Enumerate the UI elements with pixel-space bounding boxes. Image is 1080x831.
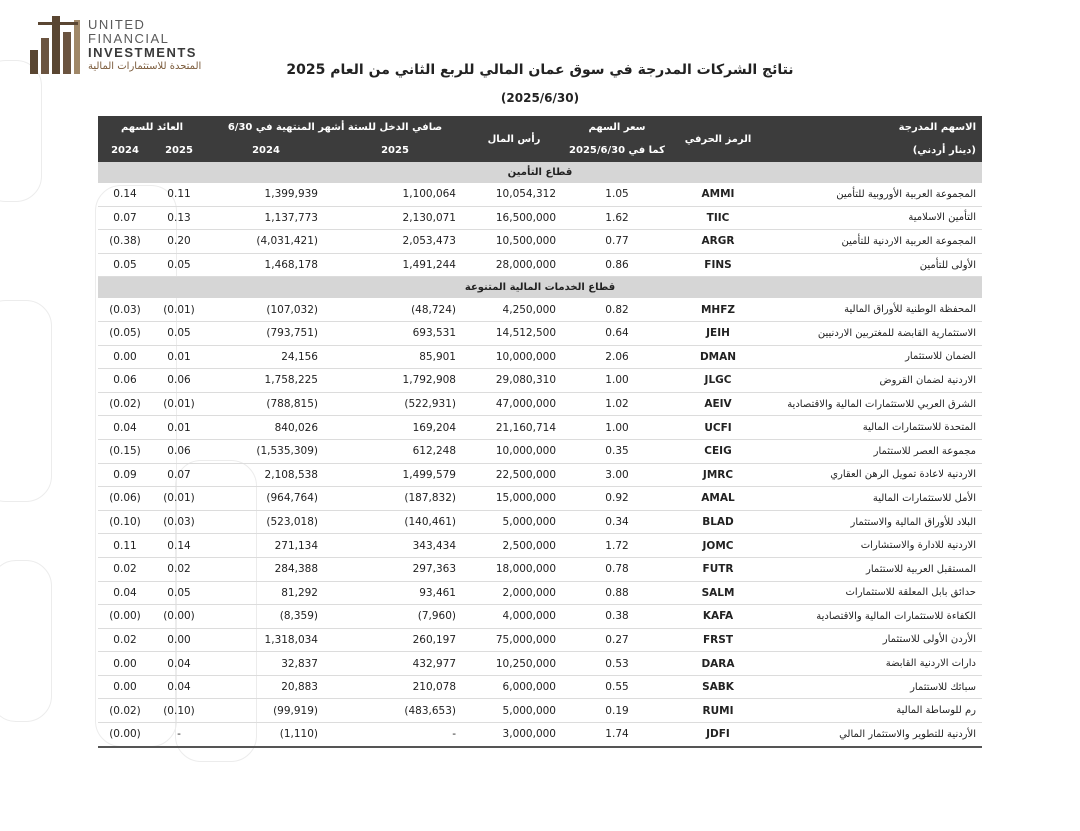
- cell-eps-2024: 0.02: [98, 557, 152, 581]
- cell-net-income-2025: 1,100,064: [326, 183, 464, 206]
- cell-eps-2024: 0.06: [98, 369, 152, 393]
- table-row: [98, 605, 982, 629]
- cell-eps-2024: 0.14: [98, 183, 152, 206]
- cell-capital: 2,000,000: [464, 581, 564, 605]
- cell-price: 0.35: [564, 439, 670, 463]
- cell-eps-2025: 0.11: [152, 183, 206, 206]
- cell-company: الأمل للاستثمارات المالية: [766, 487, 982, 511]
- cell-capital: 5,000,000: [464, 510, 564, 534]
- cell-eps-2025: 0.01: [152, 345, 206, 369]
- cell-net-income-2025: (522,931): [326, 392, 464, 416]
- cell-company: المحفظة الوطنية للأوراق المالية: [766, 298, 982, 321]
- cell-symbol: AMAL: [670, 487, 766, 511]
- cell-net-income-2024: (1,535,309): [206, 439, 326, 463]
- cell-price: 1.00: [564, 369, 670, 393]
- header-symbol: الرمز الحرفي: [670, 116, 766, 162]
- cell-price: 0.53: [564, 652, 670, 676]
- cell-net-income-2025: 1,792,908: [326, 369, 464, 393]
- cell-company: الشرق العربي للاستثمارات المالية والاقتصادية: [766, 392, 982, 416]
- cell-company: الكفاءة للاستثمارات المالية والاقتصادية: [766, 605, 982, 629]
- background-decoration: [0, 560, 52, 722]
- header-row-top: [98, 116, 982, 139]
- header-eps-2024: 2024: [98, 139, 152, 162]
- cell-price: 1.74: [564, 723, 670, 747]
- cell-eps-2025: 0.13: [152, 206, 206, 230]
- table-row: [98, 581, 982, 605]
- cell-company: سبائك للاستثمار: [766, 675, 982, 699]
- cell-company: المجموعة العربية الأوروبية للتأمين: [766, 183, 982, 206]
- table-row: [98, 487, 982, 511]
- cell-symbol: ARGR: [670, 230, 766, 254]
- cell-eps-2025: 0.20: [152, 230, 206, 254]
- cell-company: رم للوساطة المالية: [766, 699, 982, 723]
- table-row: [98, 652, 982, 676]
- cell-net-income-2025: -: [326, 723, 464, 747]
- cell-net-income-2024: 1,399,939: [206, 183, 326, 206]
- header-company: الاسهم المدرجة: [766, 116, 982, 139]
- cell-price: 1.62: [564, 206, 670, 230]
- table-row: [98, 369, 982, 393]
- cell-capital: 6,000,000: [464, 675, 564, 699]
- cell-capital: 10,500,000: [464, 230, 564, 254]
- table-row: [98, 206, 982, 230]
- logo-line-3: INVESTMENTS: [88, 45, 197, 60]
- cell-eps-2024: (0.03): [98, 298, 152, 321]
- cell-capital: 28,000,000: [464, 253, 564, 277]
- cell-symbol: TIIC: [670, 206, 766, 230]
- cell-net-income-2025: (48,724): [326, 298, 464, 321]
- table-row: [98, 416, 982, 440]
- cell-price: 0.82: [564, 298, 670, 321]
- cell-company: المستقبل العربية للاستثمار: [766, 557, 982, 581]
- cell-net-income-2025: 432,977: [326, 652, 464, 676]
- cell-capital: 2,500,000: [464, 534, 564, 558]
- table-row: [98, 628, 982, 652]
- sector-row: [98, 277, 982, 299]
- cell-capital: 3,000,000: [464, 723, 564, 747]
- cell-capital: 18,000,000: [464, 557, 564, 581]
- table-row: [98, 253, 982, 277]
- cell-eps-2025: (0.01): [152, 392, 206, 416]
- cell-eps-2025: 0.05: [152, 321, 206, 345]
- table-row: [98, 345, 982, 369]
- cell-eps-2025: 0.06: [152, 439, 206, 463]
- cell-eps-2024: 0.05: [98, 253, 152, 277]
- cell-symbol: JLGC: [670, 369, 766, 393]
- cell-eps-2024: 0.00: [98, 675, 152, 699]
- cell-eps-2024: 0.09: [98, 463, 152, 487]
- cell-symbol: FUTR: [670, 557, 766, 581]
- cell-company: البلاد للأوراق المالية والاستثمار: [766, 510, 982, 534]
- cell-net-income-2025: 2,053,473: [326, 230, 464, 254]
- cell-net-income-2025: 343,434: [326, 534, 464, 558]
- cell-net-income-2024: 1,137,773: [206, 206, 326, 230]
- cell-eps-2024: 0.00: [98, 345, 152, 369]
- cell-price: 0.38: [564, 605, 670, 629]
- header-company-unit: (دينار أردني): [766, 139, 982, 162]
- cell-net-income-2024: (107,032): [206, 298, 326, 321]
- cell-net-income-2025: (187,832): [326, 487, 464, 511]
- cell-net-income-2024: 32,837: [206, 652, 326, 676]
- cell-eps-2024: (0.00): [98, 605, 152, 629]
- cell-price: 0.19: [564, 699, 670, 723]
- cell-symbol: JOMC: [670, 534, 766, 558]
- cell-eps-2024: 0.00: [98, 652, 152, 676]
- cell-eps-2024: (0.02): [98, 392, 152, 416]
- cell-net-income-2025: (483,653): [326, 699, 464, 723]
- page-subtitle: (2025/6/30): [500, 91, 580, 105]
- cell-eps-2025: 0.06: [152, 369, 206, 393]
- results-table: [98, 116, 982, 748]
- cell-net-income-2025: (7,960): [326, 605, 464, 629]
- logo-arabic: المتحدة للاستثمارات المالية: [88, 61, 202, 72]
- cell-price: 0.27: [564, 628, 670, 652]
- table-row: [98, 675, 982, 699]
- cell-eps-2025: 0.05: [152, 581, 206, 605]
- cell-eps-2024: (0.38): [98, 230, 152, 254]
- table-row: [98, 230, 982, 254]
- cell-capital: 10,054,312: [464, 183, 564, 206]
- header-ni-2024: 2024: [206, 139, 326, 162]
- cell-net-income-2025: 1,491,244: [326, 253, 464, 277]
- header-capital: رأس المال: [464, 116, 564, 162]
- cell-eps-2025: 0.04: [152, 675, 206, 699]
- cell-company: حدائق بابل المعلقة للاستثمارات: [766, 581, 982, 605]
- cell-company: الأردن الأولى للاستثمار: [766, 628, 982, 652]
- cell-net-income-2025: (140,461): [326, 510, 464, 534]
- cell-capital: 16,500,000: [464, 206, 564, 230]
- cell-symbol: UCFI: [670, 416, 766, 440]
- cell-eps-2024: (0.05): [98, 321, 152, 345]
- table-row: [98, 557, 982, 581]
- cell-price: 0.92: [564, 487, 670, 511]
- table-row: [98, 298, 982, 321]
- cell-eps-2024: (0.06): [98, 487, 152, 511]
- cell-symbol: JDFI: [670, 723, 766, 747]
- cell-symbol: FRST: [670, 628, 766, 652]
- cell-symbol: AMMI: [670, 183, 766, 206]
- cell-eps-2025: 0.02: [152, 557, 206, 581]
- cell-symbol: DARA: [670, 652, 766, 676]
- header-net-income: صافي الدخل للستة أشهر المنتهية في 6/30: [206, 116, 464, 139]
- cell-company: التأمين الاسلامية: [766, 206, 982, 230]
- table-row: [98, 534, 982, 558]
- cell-capital: 21,160,714: [464, 416, 564, 440]
- table-row: [98, 463, 982, 487]
- table-row: [98, 699, 982, 723]
- cell-net-income-2025: 297,363: [326, 557, 464, 581]
- background-decoration: [0, 300, 52, 502]
- cell-eps-2024: 0.04: [98, 581, 152, 605]
- cell-price: 2.06: [564, 345, 670, 369]
- cell-net-income-2025: 93,461: [326, 581, 464, 605]
- cell-price: 0.34: [564, 510, 670, 534]
- header-eps-2025: 2025: [152, 139, 206, 162]
- sector-name: قطاع التأمين: [98, 162, 982, 183]
- cell-capital: 22,500,000: [464, 463, 564, 487]
- cell-eps-2025: 0.00: [152, 628, 206, 652]
- sector-row: [98, 162, 982, 183]
- header-price: سعر السهم: [564, 116, 670, 139]
- cell-net-income-2024: 284,388: [206, 557, 326, 581]
- header-price-date: كما في 2025/6/30: [564, 139, 670, 162]
- cell-net-income-2024: 81,292: [206, 581, 326, 605]
- cell-symbol: MHFZ: [670, 298, 766, 321]
- table-body: [98, 162, 982, 747]
- header-eps: العائد للسهم: [98, 116, 206, 139]
- cell-net-income-2025: 85,901: [326, 345, 464, 369]
- cell-symbol: SALM: [670, 581, 766, 605]
- cell-price: 1.72: [564, 534, 670, 558]
- header-ni-2025: 2025: [326, 139, 464, 162]
- sector-name: قطاع الخدمات المالية المتنوعة: [98, 277, 982, 299]
- cell-net-income-2024: (523,018): [206, 510, 326, 534]
- cell-eps-2025: 0.05: [152, 253, 206, 277]
- cell-company: المتحدة للاستثمارات المالية: [766, 416, 982, 440]
- cell-eps-2024: (0.02): [98, 699, 152, 723]
- cell-net-income-2024: 1,468,178: [206, 253, 326, 277]
- table-row: [98, 439, 982, 463]
- cell-company: دارات الاردنية القابضة: [766, 652, 982, 676]
- cell-price: 0.55: [564, 675, 670, 699]
- cell-company: الاردنية للادارة والاستشارات: [766, 534, 982, 558]
- cell-company: الضمان للاستثمار: [766, 345, 982, 369]
- cell-symbol: JEIH: [670, 321, 766, 345]
- cell-eps-2024: (0.15): [98, 439, 152, 463]
- cell-symbol: CEIG: [670, 439, 766, 463]
- background-decoration: [0, 60, 42, 202]
- cell-net-income-2024: 24,156: [206, 345, 326, 369]
- table-row: [98, 510, 982, 534]
- cell-symbol: DMAN: [670, 345, 766, 369]
- cell-eps-2024: 0.02: [98, 628, 152, 652]
- cell-eps-2025: 0.04: [152, 652, 206, 676]
- cell-company: الأولى للتأمين: [766, 253, 982, 277]
- cell-price: 0.77: [564, 230, 670, 254]
- table-row: [98, 321, 982, 345]
- logo-line-1: UNITED: [88, 17, 146, 32]
- cell-net-income-2025: 260,197: [326, 628, 464, 652]
- cell-net-income-2025: 1,499,579: [326, 463, 464, 487]
- cell-company: مجموعة العصر للاستثمار: [766, 439, 982, 463]
- cell-company: الأردنية للتطوير والاستثمار المالي: [766, 723, 982, 747]
- cell-eps-2025: (0.10): [152, 699, 206, 723]
- cell-eps-2025: -: [152, 723, 206, 747]
- cell-symbol: RUMI: [670, 699, 766, 723]
- cell-net-income-2024: 20,883: [206, 675, 326, 699]
- cell-price: 0.86: [564, 253, 670, 277]
- cell-company: الاردنية لاعادة تمويل الرهن العقاري: [766, 463, 982, 487]
- cell-net-income-2024: (8,359): [206, 605, 326, 629]
- cell-eps-2025: (0.03): [152, 510, 206, 534]
- cell-net-income-2024: (1,110): [206, 723, 326, 747]
- cell-symbol: KAFA: [670, 605, 766, 629]
- cell-capital: 5,000,000: [464, 699, 564, 723]
- cell-net-income-2025: 169,204: [326, 416, 464, 440]
- table-row: [98, 392, 982, 416]
- page-title: نتائج الشركات المدرجة في سوق عمان المالي للربع الثاني من العام 2025: [286, 62, 794, 78]
- table-row: [98, 183, 982, 206]
- cell-company: الاستثمارية القابضة للمغتربين الاردنيين: [766, 321, 982, 345]
- cell-eps-2025: (0.01): [152, 487, 206, 511]
- cell-symbol: BLAD: [670, 510, 766, 534]
- cell-net-income-2024: (964,764): [206, 487, 326, 511]
- cell-price: 1.02: [564, 392, 670, 416]
- cell-capital: 29,080,310: [464, 369, 564, 393]
- cell-eps-2024: 0.07: [98, 206, 152, 230]
- cell-net-income-2024: 271,134: [206, 534, 326, 558]
- cell-company: المجموعة العربية الاردنية للتأمين: [766, 230, 982, 254]
- cell-capital: 10,000,000: [464, 439, 564, 463]
- cell-eps-2025: 0.07: [152, 463, 206, 487]
- cell-capital: 4,000,000: [464, 605, 564, 629]
- cell-price: 1.00: [564, 416, 670, 440]
- cell-net-income-2025: 612,248: [326, 439, 464, 463]
- cell-price: 0.64: [564, 321, 670, 345]
- cell-capital: 75,000,000: [464, 628, 564, 652]
- cell-eps-2025: 0.01: [152, 416, 206, 440]
- cell-net-income-2024: 1,758,225: [206, 369, 326, 393]
- cell-symbol: AEIV: [670, 392, 766, 416]
- cell-eps-2025: 0.14: [152, 534, 206, 558]
- cell-capital: 15,000,000: [464, 487, 564, 511]
- cell-net-income-2024: 840,026: [206, 416, 326, 440]
- cell-net-income-2024: (793,751): [206, 321, 326, 345]
- cell-eps-2024: 0.04: [98, 416, 152, 440]
- cell-price: 0.78: [564, 557, 670, 581]
- cell-eps-2024: 0.11: [98, 534, 152, 558]
- cell-net-income-2024: 1,318,034: [206, 628, 326, 652]
- cell-eps-2024: (0.10): [98, 510, 152, 534]
- cell-net-income-2025: 2,130,071: [326, 206, 464, 230]
- cell-price: 3.00: [564, 463, 670, 487]
- table-row: [98, 723, 982, 747]
- logo-line-2: FINANCIAL: [88, 31, 170, 46]
- cell-net-income-2024: (4,031,421): [206, 230, 326, 254]
- cell-company: الاردنية لضمان القروض: [766, 369, 982, 393]
- cell-net-income-2025: 693,531: [326, 321, 464, 345]
- cell-capital: 14,512,500: [464, 321, 564, 345]
- cell-net-income-2025: 210,078: [326, 675, 464, 699]
- cell-capital: 47,000,000: [464, 392, 564, 416]
- cell-capital: 10,000,000: [464, 345, 564, 369]
- cell-price: 0.88: [564, 581, 670, 605]
- cell-capital: 4,250,000: [464, 298, 564, 321]
- cell-net-income-2024: (99,919): [206, 699, 326, 723]
- cell-symbol: FINS: [670, 253, 766, 277]
- cell-net-income-2024: (788,815): [206, 392, 326, 416]
- cell-symbol: JMRC: [670, 463, 766, 487]
- cell-capital: 10,250,000: [464, 652, 564, 676]
- cell-net-income-2024: 2,108,538: [206, 463, 326, 487]
- cell-eps-2025: (0.01): [152, 298, 206, 321]
- cell-eps-2024: (0.00): [98, 723, 152, 747]
- cell-eps-2025: (0.00): [152, 605, 206, 629]
- cell-symbol: SABK: [670, 675, 766, 699]
- cell-price: 1.05: [564, 183, 670, 206]
